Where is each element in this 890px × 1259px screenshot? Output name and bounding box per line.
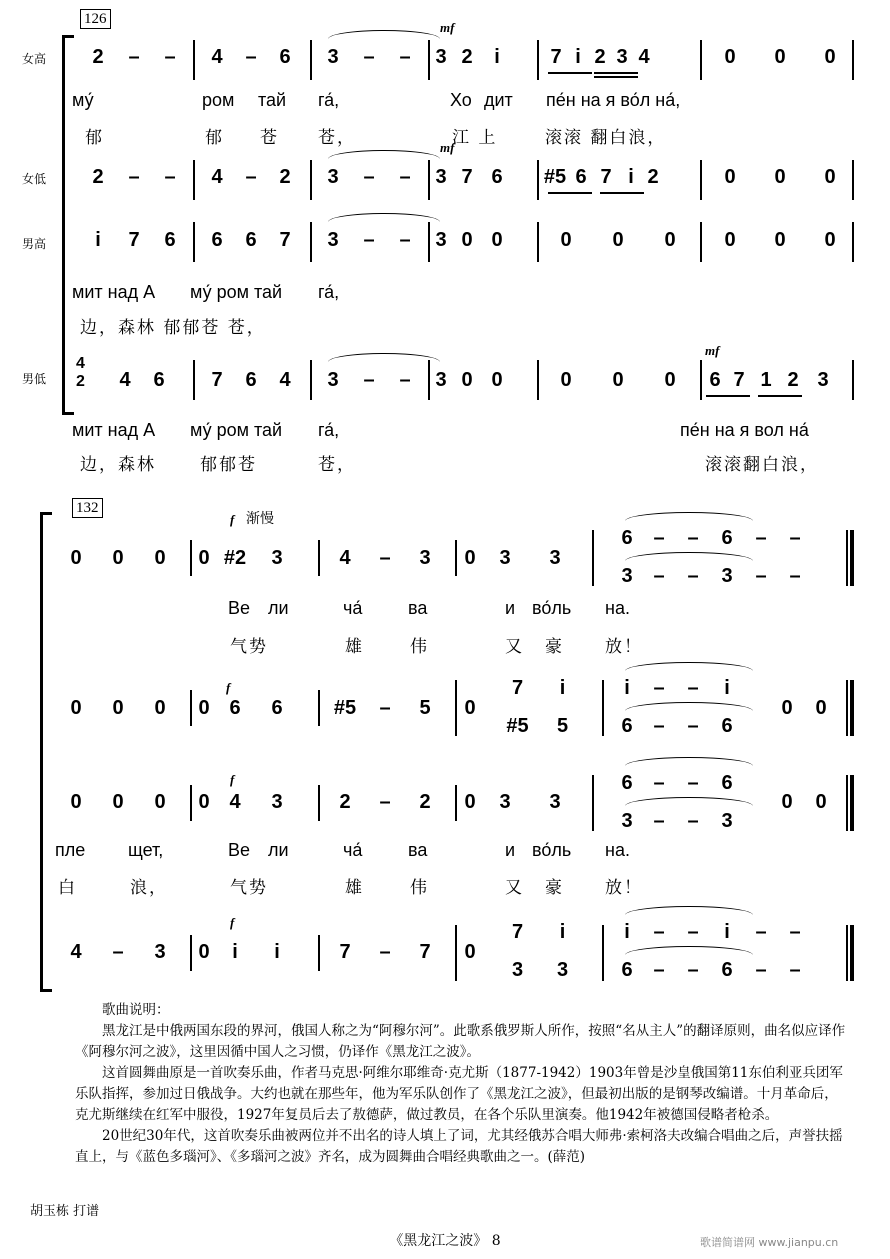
notes-paragraph: 20世纪30年代，这首吹奏乐曲被两位并不出名的诗人填上了词，尤其经俄苏合唱大师弗·索柯洛夫改编合唱曲之后，声誉扶摇直上，与《蓝色多瑙河》、《多瑙河之波》齐名，成为圆舞曲合唱经典歌曲之一。(薛范) <box>75 1128 843 1165</box>
transcriber-credit: 胡玉栋 打谱 <box>30 1204 100 1219</box>
lyric-ru: га́, <box>318 90 340 110</box>
tie <box>625 702 753 711</box>
tenor-notes-upper: 6 – – 6 <box>621 771 733 794</box>
dynamic-marking: f <box>226 680 231 695</box>
alto-notes: 0 0 0 <box>70 696 166 719</box>
measure-number: 132 <box>72 498 103 518</box>
bass-notes: 3 0 0 <box>435 368 503 391</box>
alto-notes: 3 7 6 <box>435 165 503 188</box>
lyric-cn: 放！ <box>605 637 643 657</box>
lyric-ru: му́ ром тай <box>190 420 283 440</box>
lyric-cn: 豪 <box>545 878 564 898</box>
beam <box>600 192 644 194</box>
barline <box>318 540 320 576</box>
barline <box>310 360 312 400</box>
tenor-notes: 3 0 0 <box>435 228 503 251</box>
notes-heading: 歌曲说明： <box>102 1002 170 1018</box>
lyric-ru: Ве <box>228 598 251 618</box>
dynamic-marking: mf <box>440 20 455 35</box>
voice-label-tenor: 男高 <box>22 237 47 251</box>
lyric-cn: 边，森林 郁郁苍 苍， <box>80 318 266 338</box>
beam <box>548 72 592 74</box>
dynamic-marking: mf <box>440 140 455 155</box>
lyric-ru: ва <box>408 840 428 860</box>
soprano-notes: 7 i 2 3 4 <box>550 45 650 68</box>
lyric-ru: пле <box>55 840 86 860</box>
tenor-notes: 0 0 0 <box>560 228 676 251</box>
lyric-ru: дит <box>484 90 513 110</box>
lyric-ru: во́ль <box>532 598 572 618</box>
alto-notes: 3 – – <box>327 165 411 188</box>
soprano-notes: 0 3 3 <box>464 546 561 569</box>
barline <box>700 40 702 80</box>
lyric-cn: 浪， <box>130 878 168 898</box>
barline <box>700 222 702 262</box>
barline <box>700 160 702 200</box>
voice-label-alto: 女低 <box>22 172 47 186</box>
bass-notes-lower: 3 3 <box>511 958 569 981</box>
tenor-notes: 3 – – <box>327 228 411 251</box>
lyric-ru: му́ ром тай <box>190 282 283 302</box>
barline <box>455 540 457 576</box>
alto-notes: 0 6 6 <box>198 696 283 719</box>
barline <box>318 935 320 971</box>
lyric-ru: во́ль <box>532 840 572 860</box>
tie <box>328 213 440 222</box>
lyric-cn: 雄 <box>345 637 364 657</box>
lyric-ru: ча́ <box>343 840 363 860</box>
lyric-ru: ли <box>268 840 289 860</box>
lyric-cn: 滚滚翻白浪， <box>705 455 819 475</box>
tenor-notes: 6 6 7 <box>211 228 291 251</box>
lyric-cn: 苍 <box>260 128 279 148</box>
bracket-top <box>62 35 74 38</box>
alto-notes-upper: 7 i <box>511 676 566 699</box>
barline <box>602 680 604 736</box>
bass-notes: 3 – – <box>327 368 411 391</box>
tenor-notes-lower: 3 – – 3 <box>621 809 733 832</box>
tie <box>625 946 753 955</box>
notes-paragraph: 这首圆舞曲原是一首吹奏乐曲，作者马克思·阿维尔耶维奇·克尤斯（1877-1942）1903年曾是沙皇俄国第11东伯利亚兵团军乐队指挥，参加过日俄战争。大约也就在那些年，他为军乐队创作了《黑龙江之波》，但最初出版的是钢琴改编谱。十月革命后，克尤斯继续在红军中服役，1927年复员后去了敖德萨，做过教员，在各个乐队里演奏。他1942年被德国侵略者枪杀。 <box>75 1065 843 1123</box>
watermark: 歌谱简谱网 www.jianpu.cn <box>700 1236 839 1249</box>
bass-notes: 0 <box>464 940 476 963</box>
tenor-notes: 2 – 2 <box>339 790 431 813</box>
lyric-cn: 伟 <box>410 637 429 657</box>
lyric-ru: Ве <box>228 840 251 860</box>
lyric-cn: 郁 <box>205 128 224 148</box>
soprano-notes: 0 #2 3 <box>198 546 283 569</box>
bracket-bottom <box>40 989 52 992</box>
dynamic-marking: f <box>230 512 235 527</box>
beam <box>548 192 592 194</box>
barline <box>310 160 312 200</box>
soprano-notes: 3 – – <box>327 45 411 68</box>
beam <box>758 395 802 397</box>
barline <box>700 360 702 400</box>
barline <box>537 222 539 262</box>
beam <box>706 395 750 397</box>
bass-notes: 4 6 <box>119 368 165 391</box>
lyric-ru: щет, <box>128 840 164 860</box>
barline <box>310 222 312 262</box>
tie <box>625 512 753 521</box>
barline <box>193 222 195 262</box>
lyric-cn: 边，森林 <box>80 455 156 475</box>
bass-notes-upper: i – – i – – <box>624 920 801 943</box>
barline <box>455 785 457 821</box>
lyric-cn: 苍， <box>318 128 356 148</box>
soprano-notes: 2 – – <box>92 45 176 68</box>
tie <box>625 552 753 561</box>
barline <box>592 775 594 831</box>
lyric-cn: 又 <box>505 878 524 898</box>
final-barline <box>846 775 848 831</box>
lyric-ru: и <box>505 840 516 860</box>
final-barline <box>850 680 854 736</box>
song-notes <box>75 1000 850 1168</box>
voice-label-soprano: 女高 <box>22 52 47 66</box>
alto-notes: 0 0 <box>781 696 827 719</box>
lyric-cn: 白 <box>58 878 77 898</box>
soprano-notes: 0 0 0 <box>70 546 166 569</box>
barline <box>310 40 312 80</box>
bass-notes: 7 6 4 <box>211 368 291 391</box>
lyric-cn: 豪 <box>545 637 564 657</box>
final-barline <box>850 530 854 586</box>
lyric-cn: 伟 <box>410 878 429 898</box>
lyric-ru: мит над А <box>72 420 156 440</box>
lyric-cn: 又 <box>505 637 524 657</box>
lyric-ru: ча́ <box>343 598 363 618</box>
tenor-notes: 0 4 3 <box>198 790 283 813</box>
tenor-notes: 0 0 0 <box>724 228 836 251</box>
lyric-ru: га́, <box>318 420 340 440</box>
beam <box>594 76 638 78</box>
lyric-cn: 气势 <box>230 637 268 657</box>
tie <box>328 353 440 362</box>
alto-notes: 4 – 2 <box>211 165 291 188</box>
lyric-ru: мит над А <box>72 282 156 302</box>
dynamic-marking: f <box>230 915 235 930</box>
bass-notes-lower: 6 – – 6 – – <box>621 958 801 981</box>
lyric-ru: ва <box>408 598 428 618</box>
soprano-notes: 4 – 6 <box>211 45 291 68</box>
lyric-cn: 气势 <box>230 878 268 898</box>
bracket-top <box>40 512 52 515</box>
barline <box>537 160 539 200</box>
bass-notes: 0 i i <box>198 940 280 963</box>
soprano-notes: 3 2 i <box>435 45 500 68</box>
system-bracket <box>62 35 65 415</box>
final-barline <box>850 775 854 831</box>
lyric-cn: 苍， <box>318 455 356 475</box>
lyric-cn: 江 上 <box>452 128 498 148</box>
lyric-cn: 郁 <box>85 128 104 148</box>
tenor-notes: i 7 6 <box>95 228 176 251</box>
barline <box>190 785 192 821</box>
tie <box>625 662 753 671</box>
alto-notes: #5 6 7 i 2 <box>543 165 659 188</box>
tenor-notes: 0 0 0 <box>70 790 166 813</box>
barline <box>537 40 539 80</box>
lyric-ru: га́, <box>318 282 340 302</box>
dynamic-marking: mf <box>705 343 720 358</box>
barline <box>190 540 192 576</box>
tempo-marking: 渐慢 <box>246 511 274 527</box>
bass-notes: 4 – 3 <box>70 940 166 963</box>
barline <box>455 925 457 981</box>
tenor-notes: 0 0 <box>781 790 827 813</box>
tie <box>328 30 440 39</box>
bass-notes: 7 – 7 <box>339 940 431 963</box>
beam <box>594 72 638 74</box>
alto-notes: 0 <box>464 696 476 719</box>
lyric-ru: ли <box>268 598 289 618</box>
lyric-ru: тай <box>258 90 287 110</box>
alto-notes-upper: i – – i <box>624 676 730 699</box>
bass-notes-upper: 7 i <box>511 920 566 943</box>
final-barline <box>846 530 848 586</box>
alto-notes-lower: #5 5 <box>506 714 569 737</box>
tie <box>328 150 440 159</box>
alto-notes: 2 – – <box>92 165 176 188</box>
page-footer: 《黑龙江之波》 8 <box>389 1233 501 1249</box>
lyric-ru: пе́н на я вол на́ <box>680 420 809 440</box>
dynamic-marking: f <box>230 772 235 787</box>
tenor-notes: 0 3 3 <box>464 790 561 813</box>
lyric-ru: на. <box>605 840 630 860</box>
barline <box>318 690 320 726</box>
soprano-notes: 4 – 3 <box>339 546 431 569</box>
lyric-ru: пе́н на я во́л на́, <box>546 90 681 110</box>
lyric-ru: му́ <box>72 90 94 110</box>
lyric-ru: ром <box>202 90 235 110</box>
bass-notes: 6 7 1 2 3 <box>709 368 829 391</box>
barline <box>592 530 594 586</box>
barline <box>537 360 539 400</box>
measure-number: 126 <box>80 9 111 29</box>
soprano-notes-lower: 3 – – 3 – – <box>621 564 801 587</box>
tie <box>625 797 753 806</box>
barline <box>193 160 195 200</box>
tie <box>625 906 753 915</box>
final-barline <box>846 925 848 981</box>
voice-label-bass: 男低 <box>22 372 47 386</box>
alto-notes-lower: 6 – – 6 <box>621 714 733 737</box>
alto-notes: #5 – 5 <box>333 696 431 719</box>
lyric-ru: Хо <box>450 90 472 110</box>
barline <box>193 360 195 400</box>
time-signature: 4 2 <box>76 355 85 390</box>
lyric-cn: 放！ <box>605 878 643 898</box>
barline <box>193 40 195 80</box>
lyric-cn: 雄 <box>345 878 364 898</box>
lyric-cn: 滚滚 翻白浪， <box>545 128 667 148</box>
barline <box>852 360 854 400</box>
final-barline <box>850 925 854 981</box>
barline <box>602 925 604 981</box>
soprano-notes: 0 0 0 <box>724 45 836 68</box>
tie <box>625 757 753 766</box>
notes-paragraph: 黑龙江是中俄两国东段的界河，俄国人称之为“阿穆尔河”。此歌系俄罗斯人所作，按照“名从主人”的翻译原则，曲名似应译作《阿穆尔河之波》，这里因循中国人之习惯，仍译作《黑龙江之波》。 <box>75 1023 846 1060</box>
lyric-ru: на. <box>605 598 630 618</box>
system-bracket <box>40 512 43 992</box>
barline <box>190 935 192 971</box>
bracket-bottom <box>62 412 74 415</box>
alto-notes: 0 0 0 <box>724 165 836 188</box>
soprano-notes-upper: 6 – – 6 – – <box>621 526 801 549</box>
barline <box>455 680 457 736</box>
final-barline <box>846 680 848 736</box>
lyric-ru: и <box>505 598 516 618</box>
bass-notes: 0 0 0 <box>560 368 676 391</box>
lyric-cn: 郁郁苍 <box>200 455 257 475</box>
barline <box>190 690 192 726</box>
barline <box>318 785 320 821</box>
